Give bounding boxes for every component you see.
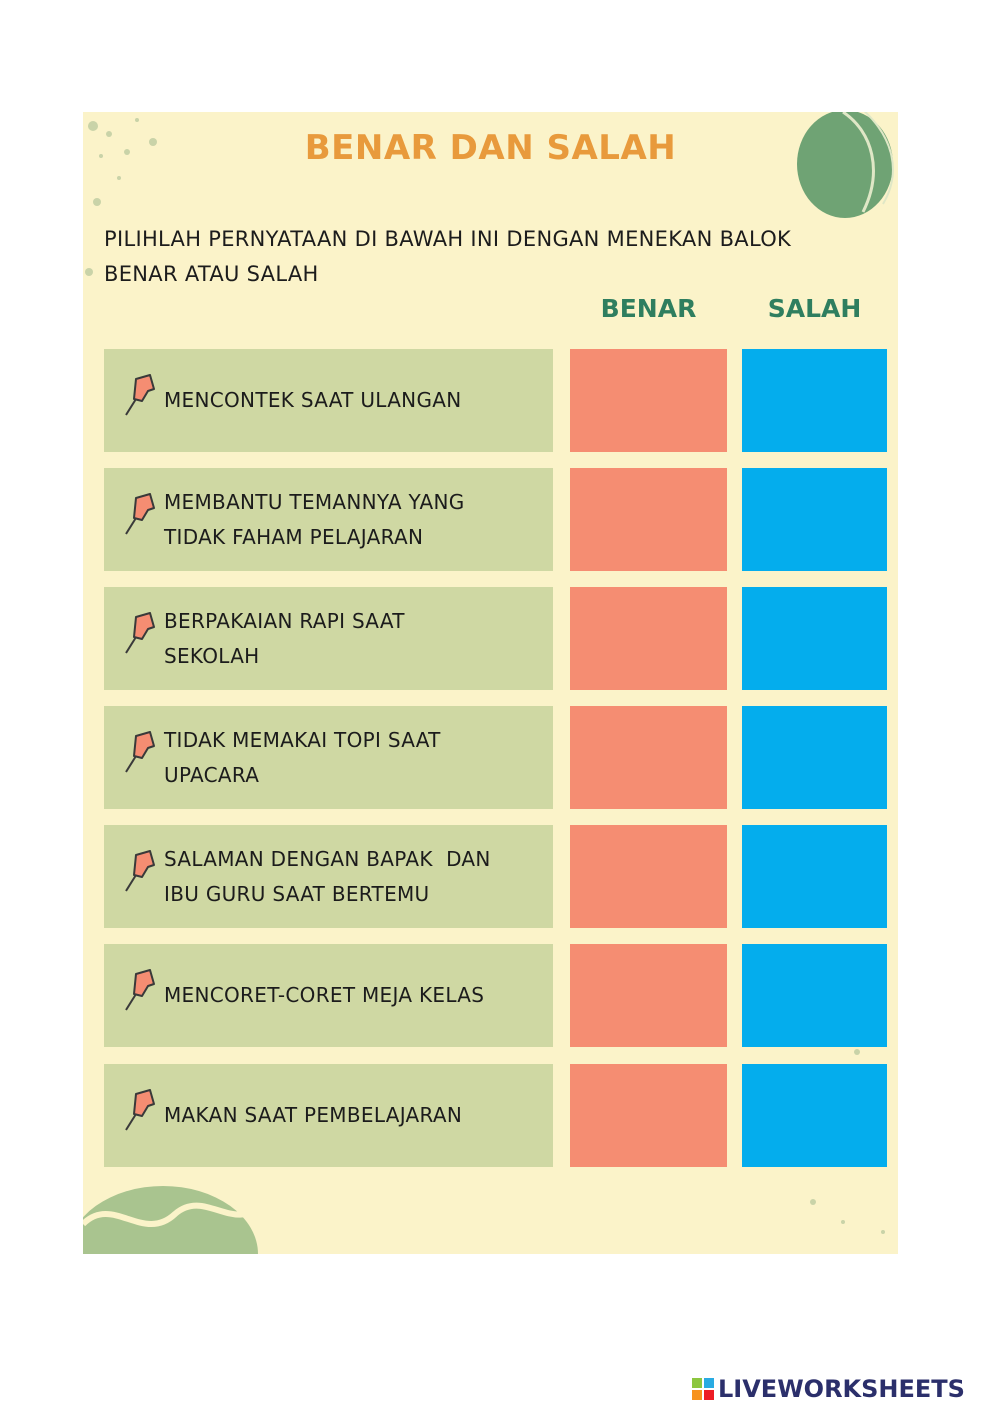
salah-button[interactable] [742, 349, 887, 452]
statement-text [164, 349, 543, 452]
statement-line: SALAMAN DENGAN BAPAK DAN [164, 846, 491, 871]
salah-button[interactable] [742, 587, 887, 690]
statement-row [0, 468, 1000, 571]
worksheet-title: BENAR DAN SALAH [304, 128, 677, 168]
benar-button[interactable] [570, 1064, 727, 1167]
pushpin-icon [122, 847, 158, 893]
statement-row [0, 825, 1000, 928]
pushpin-icon [122, 728, 158, 774]
pushpin-icon [122, 490, 158, 536]
statement-line: UPACARA [164, 762, 260, 787]
statement-line: BERPAKAIAN RAPI SAAT [164, 608, 405, 633]
statement-box [104, 825, 553, 928]
brand-name: LIVEWORKSHEETS [718, 1375, 965, 1403]
pushpin-icon [122, 1086, 158, 1132]
statement-line: MENCORET-CORET MEJA KELAS [164, 983, 485, 1007]
column-heading-salah: SALAH [767, 294, 862, 323]
statement-line: TIDAK MEMAKAI TOPI SAAT [164, 727, 441, 752]
statement-text [164, 706, 543, 809]
statement-text [164, 587, 543, 690]
statement-text [164, 944, 543, 1047]
salah-button[interactable] [742, 468, 887, 571]
statement-line: MAKAN SAAT PEMBELAJARAN [164, 1103, 463, 1127]
salah-button[interactable] [742, 1064, 887, 1167]
pushpin-icon [122, 966, 158, 1012]
benar-button[interactable] [570, 825, 727, 928]
statement-line: MEMBANTU TEMANNYA YANG [164, 489, 465, 514]
instructions-line: BENAR ATAU SALAH [104, 262, 319, 286]
benar-button[interactable] [570, 706, 727, 809]
column-heading-benar: BENAR [600, 294, 697, 323]
instructions [104, 222, 824, 292]
statement-line: MENCONTEK SAAT ULANGAN [164, 388, 462, 412]
statement-box [104, 1064, 553, 1167]
statement-box [104, 468, 553, 571]
statement-row [0, 349, 1000, 452]
benar-button[interactable] [570, 349, 727, 452]
statement-row [0, 706, 1000, 809]
statement-text [164, 468, 543, 571]
benar-button[interactable] [570, 944, 727, 1047]
statement-box [104, 706, 553, 809]
statement-box [104, 587, 553, 690]
statement-line: SEKOLAH [164, 643, 260, 668]
statement-row [0, 587, 1000, 690]
liveworksheets-logo-icon [692, 1378, 714, 1400]
salah-button[interactable] [742, 825, 887, 928]
statement-box [104, 349, 553, 452]
bottom-left-blob-shape [83, 1186, 263, 1254]
statement-row [0, 944, 1000, 1047]
benar-button[interactable] [570, 468, 727, 571]
statement-line: TIDAK FAHAM PELAJARAN [164, 524, 424, 549]
pushpin-icon [122, 371, 158, 417]
brand-footer [692, 1372, 965, 1406]
statement-text [164, 1064, 543, 1167]
salah-button[interactable] [742, 944, 887, 1047]
statement-text [164, 825, 543, 928]
benar-button[interactable] [570, 587, 727, 690]
instructions-line: PILIHLAH PERNYATAAN DI BAWAH INI DENGAN MENEKAN BALOK [104, 227, 792, 251]
salah-button[interactable] [742, 706, 887, 809]
pushpin-icon [122, 609, 158, 655]
statement-line: IBU GURU SAAT BERTEMU [164, 881, 430, 906]
statement-box [104, 944, 553, 1047]
statement-row [0, 1064, 1000, 1167]
